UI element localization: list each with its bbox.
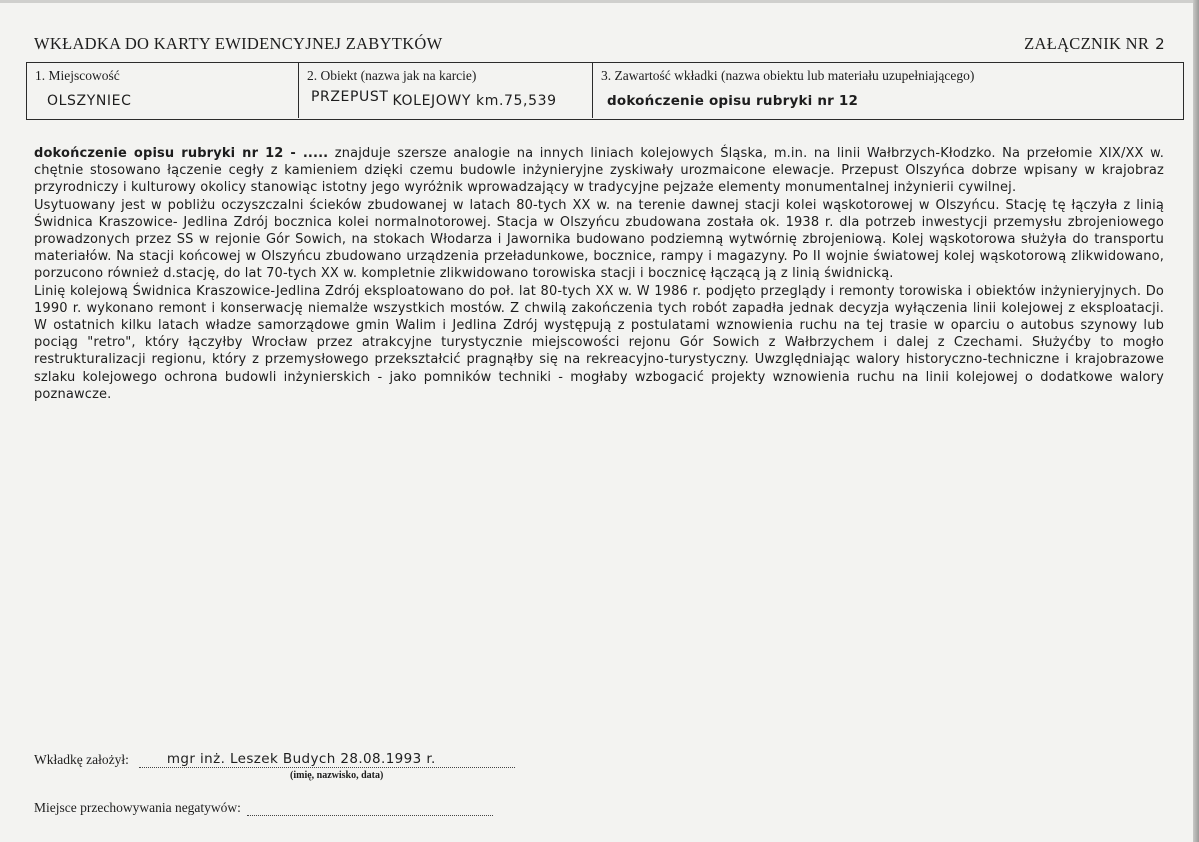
field-contents — [593, 63, 1183, 118]
founded-by-caption: (imię, nazwisko, data) — [290, 770, 384, 781]
annex-number — [1024, 34, 1165, 54]
contents-value: dokończenie opisu rubryki nr 12 — [607, 93, 859, 109]
document-title: WKŁADKA DO KARTY EWIDENCYJNEJ ZABYTKÓW — [34, 34, 443, 53]
negatives-location-line — [247, 803, 493, 816]
description-paragraph-1 — [34, 145, 1164, 197]
annex-label: ZAŁĄCZNIK NR — [1024, 34, 1150, 53]
description-paragraph-2: Usytuowany jest w pobliżu oczyszczalni ścieków zbudowanej w latach 80-tych XX w. na terenie dawnej stacji kolei wąskotorowej w Olszyńcu. Stację tę łączyła z linią Świdnica Kraszowice- Jedlina Zdrój bocznica kolei normalnotorowej. Stacja w Olszyńcu zbudowana została ok. 1938 r. dla potrzeb inwestycji przemysłu zbrojeniowego prowadzonych przez SS w rejonie Gór Sowich, na stokach Włodarza i Jawornika budowano podziemną wytwórnię zbrojeniową. Kolej wąskotorowa służyła do transportu materiałów. Na stacji końcowej w Olszyńcu zbudowano urządzenia przeładunkowe, bocznice, rampy i magazyny. Po II wojnie światowej kolej wąskotorową zlikwidowano, porzucono również d.stację, do lat 70-tych XX w. kompletnie zlikwidowano torowiska stacji i bocznicę łączącą ją z linią świdnicką. — [34, 197, 1164, 282]
description-paragraph-1-text: znajduje szersze analogie na innych liniach kolejowych Śląska, m.in. na linii Wałbrzych-Kłodzko. Na przełomie XIX/XX w. chętnie stosowano łączenie cegły z kamieniem dzięki czemu budowle inżynieryjne zyskiwały urozmaicone elewacje. Przepust Olszyńca dobrze wpisany w krajobraz przyrodniczy i kulturowy okolicy stanowiąc istotny jego wyróżnik wprowadzający w tradycyjne pejzaże elementy monumentalnej inżynierii cywilnej. — [34, 146, 1164, 196]
negatives-location-row — [34, 800, 493, 816]
field-object — [299, 63, 593, 118]
card-top-edge — [0, 0, 1199, 3]
contents-label: 3. Zawartość wkładki (nazwa obiektu lub materiału uzupełniającego) — [601, 68, 975, 83]
description-lead: dokończenie opisu rubryki nr 12 - ..... — [34, 146, 329, 161]
founded-by-label: Wkładkę założył: — [34, 752, 129, 767]
annex-number-value: 2 — [1155, 35, 1165, 53]
description-paragraph-3: Linię kolejową Świdnica Kraszowice-Jedlina Zdrój eksploatowano do poł. lat 80-tych XX w. W 1986 r. podjęto przeglądy i remonty torowiska i obiektów inżynieryjnych. Do 1990 r. wykonano remont i konserwację niemalże wszystkich mostów. Z chwilą zakończenia tych robót zapadła jednak decyzja wyłączenia linii kolejowej z eksploatacji. W ostatnich kilku latach władze samorządowe gmin Walim i Jedlina Zdrój występują z postulatami wznowienia ruchu na tej trasie w oparciu o autobus szynowy lub pociąg "retro", który łączyłby Wrocław przez atrakcyjne turystycznie miejscowości rejonu Gór Sowich z Wałbrzychem i dalej z Czechami. Służyćby to mogło restrukturalizacji regionu, który z przemysłowego przekształcić pragnąłby się na rekreacyjno-turystyczny. Uwzględniając walory historyczno-techniczne i krajobrazowe szlaku kolejowego ochrona budowli inżynierskich - jako pomników techniki - mogłaby wzbogacić projekty wznowienia ruchu na linii kolejowej o dodatkowe walory poznawcze. — [34, 283, 1164, 402]
negatives-location-label: Miejsce przechowywania negatywów: — [34, 800, 241, 815]
fields-table — [26, 62, 1184, 120]
object-value — [311, 89, 557, 109]
object-value-part1: PRZEPUST — [311, 89, 389, 105]
description-text — [34, 145, 1164, 403]
founded-by-row — [34, 752, 515, 768]
object-label: 2. Obiekt (nazwa jak na karcie) — [307, 68, 477, 83]
locality-label: 1. Miejscowość — [35, 68, 120, 83]
object-value-part2: KOLEJOWY km.75,539 — [392, 93, 557, 109]
card-right-edge — [1193, 0, 1199, 842]
founded-by-value: mgr inż. Leszek Budych 28.08.1993 r. — [166, 751, 436, 767]
locality-value: OLSZYNIEC — [47, 93, 132, 109]
founded-by-line — [139, 753, 515, 768]
field-locality — [27, 63, 299, 118]
